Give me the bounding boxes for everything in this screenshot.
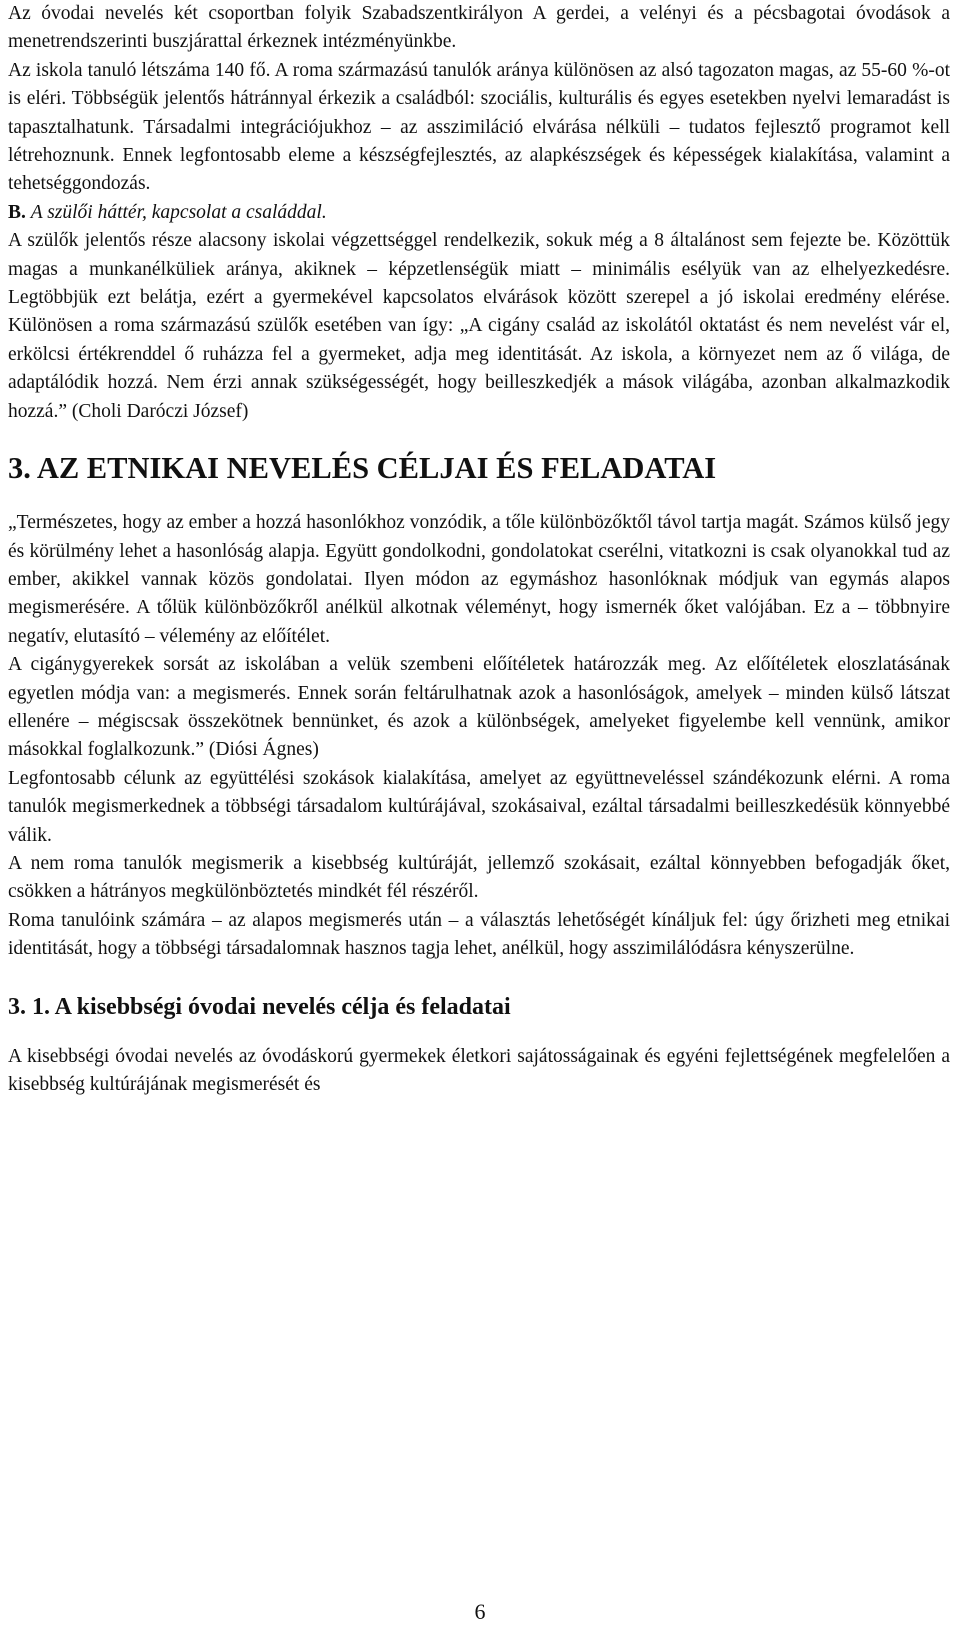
paragraph-getting-to-know: A cigánygyerekek sorsát az iskolában a velük szembeni előítéletek határozzák meg. Az előítéletek eloszlatásának egyetlen módja van: a megismerés. Ennek során feltárulhatnak azok a hasonlóságok, amelyek – minden külső látszat ellenére – mégiscsak összekötnek bennünket, és azok a különbségek, amelyeket figyelembe kell vennünk, amikor másokkal foglalkozunk.” (Diósi Ágnes) xyxy=(8,654,950,761)
section-heading-3: 3. AZ ETNIKAI NEVELÉS CÉLJAI ÉS FELADATAI xyxy=(8,451,717,486)
subsection-b-letter: B. xyxy=(8,201,26,223)
paragraph-non-roma-students: A nem roma tanulók megismerik a kisebbség kultúráját, jellemző szokásait, ezáltal könnyebben befogadják őket, csökken a hátrányos megkülönböztetés mindkét fél részéről. xyxy=(8,852,950,903)
subsection-b-title: A szülői háttér, kapcsolat a családdal. xyxy=(30,201,327,223)
paragraph-prejudice-quote: „Természetes, hogy az ember a hozzá hasonlókhoz vonzódik, a tőle különbözőktől távol tartja magát. Számos külső jegy és körülmény lehet a hasonlóság alapja. Együtt gondolkodni, gondolatokat cserélni, vitatkozni is csak olyanokkal tud az ember, akikkel vannak közös gondolatai. Ilyen módon az egymáshoz hasonlóknak módjuk van egymás alapos megismerésére. A tőlük különbözőkről anélkül alkotnak véleményt, hogy ismernék őket valójában. Ez a – többnyire negatív, elutasító – vélemény az előítélet. xyxy=(8,512,950,647)
paragraph-parental-background: A szülők jelentős része alacsony iskolai végzettséggel rendelkezik, sokuk még a 8 általánost sem fejezte be. Közöttük magas a munkanélküliek aránya, akiknek – képzetlenségük miatt – minimális esélyük van az elhelyezkedésre. Legtöbbjük ezt belátja, ezért a gyermekével kapcsolatos elvárások között szerepel a jó iskolai eredmény elérése. Különösen a roma származású szülők esetében van így: „A cigány család az iskolától oktatást és nem nevelést vár el, erkölcsi értékrenddel ő ruházza fel a gyermeket, adja meg identitását. Az iskola, a környezet nem az ő világa, de adaptálódik hozzá. Nem érzi annak szükségességét, hogy beilleszkedjék a mások világába, azonban alkalmazkodik hozzá.” (Choli Daróczi József) xyxy=(8,230,950,422)
section-heading-3-1: 3. 1. A kisebbségi óvodai nevelés célja és feladatai xyxy=(8,993,511,1020)
paragraph-main-goal: Legfontosabb célunk az együttélési szokások kialakítása, amelyet az együttneveléssel szándékozunk elérni. A roma tanulók megismerkednek a többségi társadalom kultúrájával, szokásaival, ezáltal társadalmi beilleszkedésük könnyebbé válik. xyxy=(8,767,950,846)
paragraph-school-enrollment: Az iskola tanuló létszáma 140 fő. A roma származású tanulók aránya különösen az alsó tagozaton magas, az 55-60 %-ot is eléri. Többségük jelentős hátránnyal érkezik a családból: szociális, kulturális és egyes esetekben nyelvi lemaradást is tapasztalhatunk. Társadalmi integrációjukhoz – az asszimiláció elvárása nélküli – tudatos fejlesztő programot kell létrehoznunk. Ennek legfontosabb eleme a készségfejlesztés, az alapkészségek és képességek kialakítása, valamint a tehetséggondozás. xyxy=(8,59,950,195)
paragraph-roma-students-choice: Roma tanulóink számára – az alapos megismerés után – a választás lehetőségét kínáljuk fel: úgy őrizheti meg etnikai identitását, hogy a többségi társadalomnak hasznos tagja lehet, anélkül, hogy asszimilálódásra kényszerülne. xyxy=(8,909,950,960)
subsection-b-heading xyxy=(8,199,950,227)
paragraph-minority-kindergarten: A kisebbségi óvodai nevelés az óvodáskorú gyermekek életkori sajátosságainak és egyéni fejlettségének megfelelően a kisebbség kultúrájának megismerését és xyxy=(8,1045,950,1095)
paragraph-kindergarten-groups: Az óvodai nevelés két csoportban folyik Szabadszentkirályon A gerdei, a velényi és a pécsbagotai óvodások a menetrendszerinti buszjárattal érkeznek intézményünkbe. xyxy=(8,3,950,53)
page-content xyxy=(8,0,950,1099)
page-number: 6 xyxy=(474,1599,486,1624)
